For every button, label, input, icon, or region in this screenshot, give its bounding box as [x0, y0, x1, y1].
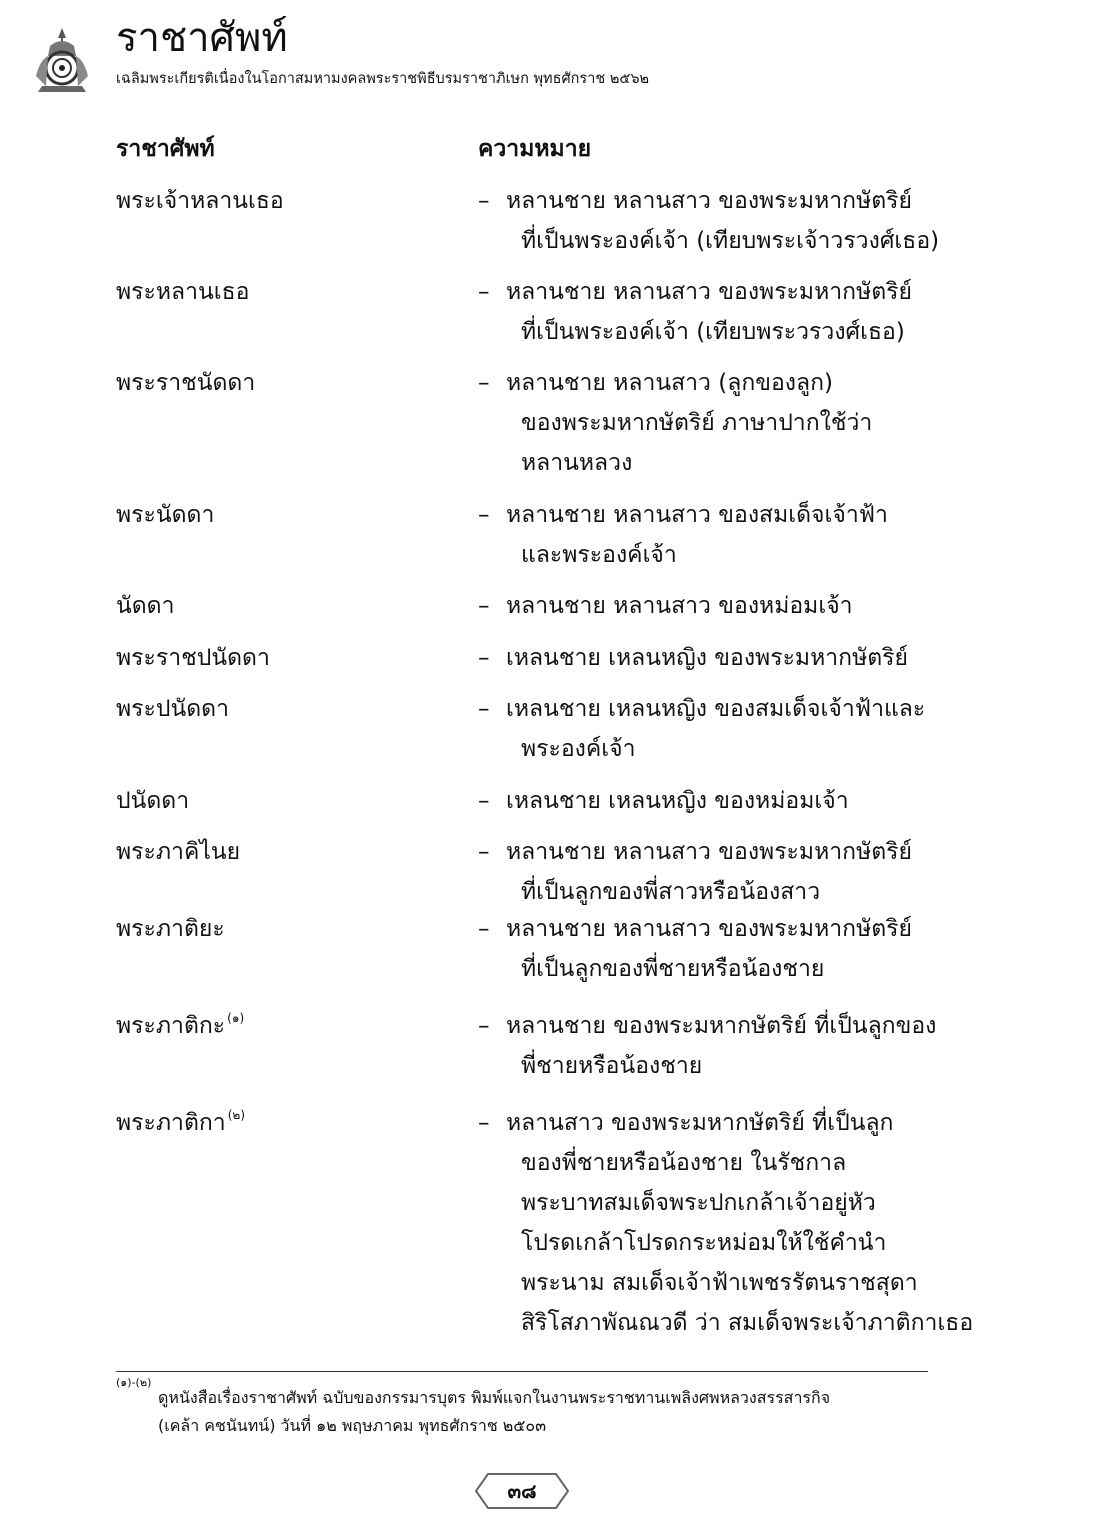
footnote-divider [116, 1371, 928, 1372]
meaning-line: เหลนชาย เหลนหญิง ของสมเด็จเจ้าฟ้าและ [506, 696, 926, 722]
entry-dash: – [478, 788, 490, 814]
meaning-line: พระองค์เจ้า [521, 736, 636, 762]
entry-dash: – [478, 502, 490, 528]
entry-term: พระหลานเธอ [116, 279, 250, 305]
entry-dash: – [478, 370, 490, 396]
entry-term: พระภาติกะ [116, 1013, 226, 1039]
entry-dash: – [478, 279, 490, 305]
meaning-line: สิริโสภาพัณณวดี ว่า สมเด็จพระเจ้าภาติกาเธอ [521, 1310, 974, 1336]
meaning-line: เหลนชาย เหลนหญิง ของพระมหากษัตริย์ [506, 645, 909, 671]
meaning-line: โปรดเกล้าโปรดกระหม่อมให้ใช้คำนำ [521, 1230, 887, 1256]
entry-meaning [506, 1006, 936, 1086]
document-title: ราชาศัพท์ [116, 15, 288, 61]
page-number-badge [474, 1472, 570, 1510]
entry-term: พระนัดดา [116, 502, 215, 528]
meaning-line: พระนาม สมเด็จเจ้าฟ้าเพชรรัตนราชสุดา [521, 1270, 918, 1296]
document-subtitle: เฉลิมพระเกียรติเนื่องในโอกาสมหามงคลพระราชพิธีบรมราชาภิเษก พุทธศักราช ๒๕๖๒ [116, 71, 650, 87]
entry-dash: – [478, 916, 490, 942]
meaning-line: หลานชาย ของพระมหากษัตริย์ ที่เป็นลูกของ [506, 1013, 937, 1039]
entry-meaning [506, 272, 912, 352]
entry-term: พระปนัดดา [116, 696, 229, 722]
meaning-line: หลานหลวง [521, 450, 633, 476]
entry-dash: – [478, 593, 490, 619]
meaning-line: หลานชาย หลานสาว ของหม่อมเจ้า [506, 593, 853, 619]
entry-term: พระเจ้าหลานเธอ [116, 188, 284, 214]
meaning-line: ที่เป็นพระองค์เจ้า (เทียบพระเจ้าวรวงศ์เธอ) [521, 228, 940, 254]
entry-term: พระราชปนัดดา [116, 645, 270, 671]
entry-term: พระภาคิไนย [116, 839, 241, 865]
entry-term: พระภาติกา [116, 1110, 226, 1136]
entry-dash: – [478, 1110, 490, 1136]
entry-meaning [506, 495, 888, 575]
entry-term: นัดดา [116, 593, 175, 619]
entry-meaning [506, 689, 925, 769]
meaning-line: พระบาทสมเด็จพระปกเกล้าเจ้าอยู่หัว [521, 1190, 876, 1216]
entry-dash: – [478, 645, 490, 671]
entry-meaning [506, 363, 872, 483]
entry-dash: – [478, 1013, 490, 1039]
meaning-line: ของพี่ชายหรือน้องชาย ในรัชกาล [521, 1150, 847, 1176]
footnote-marker: (๑)-(๒) [116, 1376, 152, 1389]
meaning-line: และพระองค์เจ้า [521, 542, 677, 568]
footnote-reference: (๒) [227, 1108, 246, 1122]
entry-meaning [506, 181, 939, 261]
meaning-line: หลานชาย หลานสาว (ลูกของลูก) [506, 370, 834, 396]
royal-emblem-icon [30, 26, 94, 94]
page-number: ๓๘ [507, 1479, 537, 1503]
entry-term: ปนัดดา [116, 788, 190, 814]
meaning-line: ที่เป็นพระองค์เจ้า (เทียบพระวรวงศ์เธอ) [521, 319, 905, 345]
entry-term: พระภาติยะ [116, 916, 225, 942]
entry-meaning [506, 586, 853, 626]
footnote-reference: (๑) [227, 1011, 245, 1025]
entry-dash: – [478, 188, 490, 214]
meaning-column-heading: ความหมาย [478, 136, 592, 162]
meaning-line: หลานชาย หลานสาว ของสมเด็จเจ้าฟ้า [506, 502, 888, 528]
footnote-line: ดูหนังสือเรื่องราชาศัพท์ ฉบับของกรรมารบุตร พิมพ์แจกในงานพระราชทานเพลิงศพหลวงสรรสารกิจ [158, 1388, 831, 1407]
meaning-line: หลานชาย หลานสาว ของพระมหากษัตริย์ [506, 916, 913, 942]
entry-meaning [506, 638, 908, 678]
meaning-line: ของพระมหากษัตริย์ ภาษาปากใช้ว่า [521, 410, 873, 436]
meaning-line: หลานชาย หลานสาว ของพระมหากษัตริย์ [506, 839, 913, 865]
term-column-heading: ราชาศัพท์ [116, 136, 215, 162]
meaning-line: หลานชาย หลานสาว ของพระมหากษัตริย์ [506, 279, 913, 305]
entry-dash: – [478, 839, 490, 865]
footnote-text [158, 1384, 830, 1440]
entry-meaning [506, 781, 849, 821]
entry-term-wrapper [116, 1108, 245, 1138]
meaning-line: หลานสาว ของพระมหากษัตริย์ ที่เป็นลูก [506, 1110, 894, 1136]
footnote-line: (เคล้า คชนันทน์) วันที่ ๑๒ พฤษภาคม พุทธศักราช ๒๕๐๓ [158, 1416, 547, 1435]
meaning-line: เหลนชาย เหลนหญิง ของหม่อมเจ้า [506, 788, 849, 814]
entry-meaning [506, 1103, 973, 1343]
meaning-line: ที่เป็นลูกของพี่ชายหรือน้องชาย [521, 956, 825, 982]
meaning-line: พี่ชายหรือน้องชาย [521, 1053, 703, 1079]
entry-dash: – [478, 696, 490, 722]
meaning-line: ที่เป็นลูกของพี่สาวหรือน้องสาว [521, 879, 821, 905]
entry-term: พระราชนัดดา [116, 370, 256, 396]
entry-meaning [506, 832, 912, 912]
entry-meaning [506, 909, 912, 989]
entry-term-wrapper [116, 1011, 244, 1041]
meaning-line: หลานชาย หลานสาว ของพระมหากษัตริย์ [506, 188, 913, 214]
